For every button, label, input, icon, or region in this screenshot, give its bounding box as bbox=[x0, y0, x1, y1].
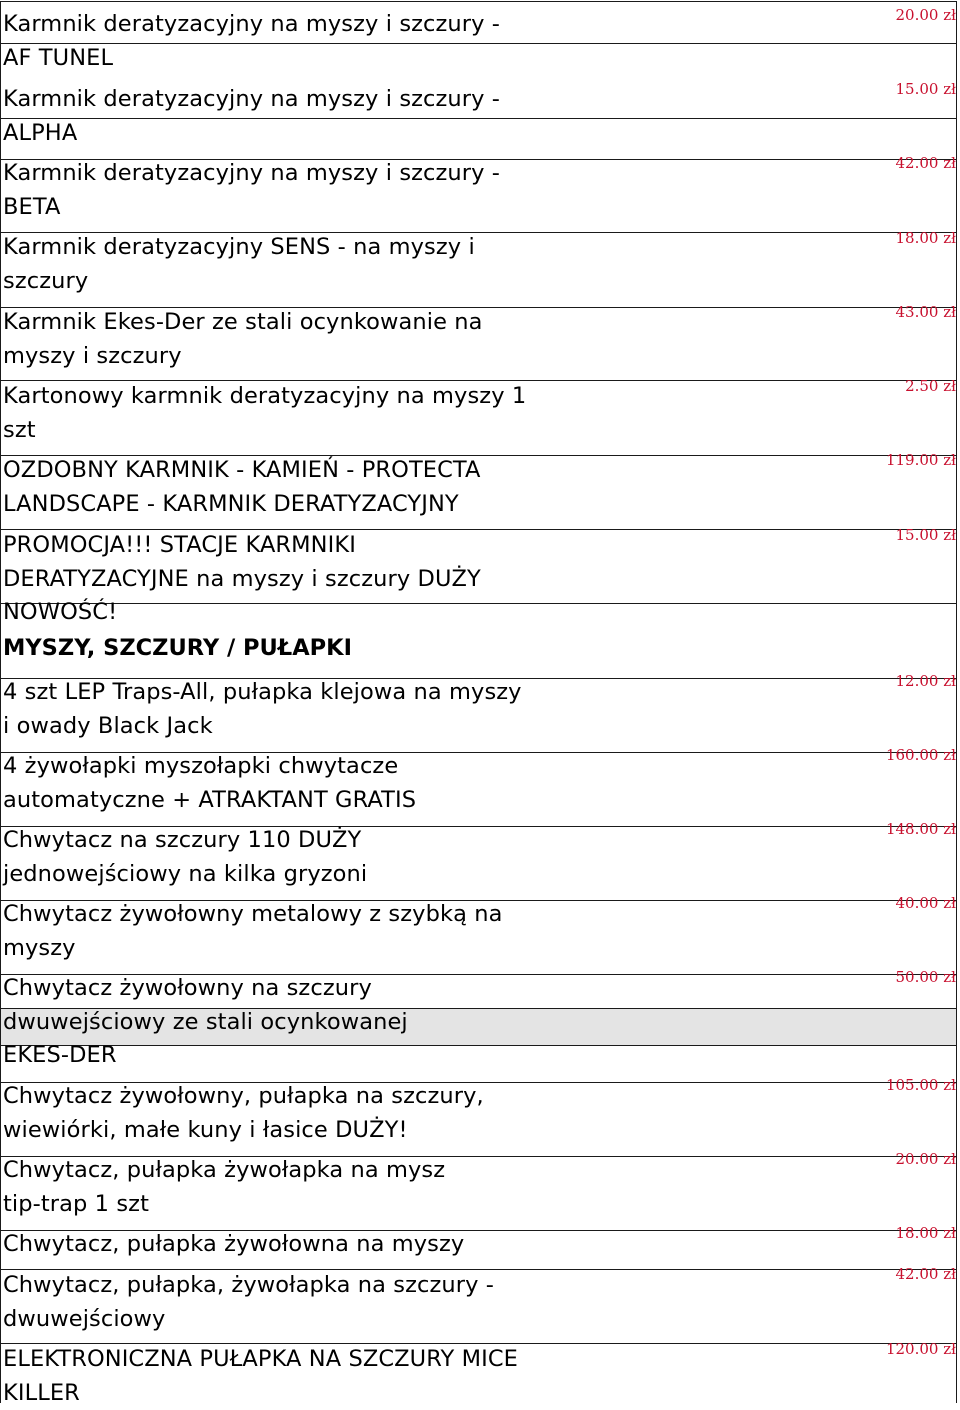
product-price: 43.00 zł bbox=[895, 303, 956, 321]
product-price: 2.50 zł bbox=[905, 377, 956, 395]
row-divider bbox=[0, 1, 956, 2]
product-name-link[interactable]: Karmnik deratyzacyjny na myszy i szczury - ALPHA bbox=[3, 86, 501, 146]
product-price: 15.00 zł bbox=[895, 526, 956, 544]
product-price: 50.00 zł bbox=[895, 968, 956, 986]
product-name-link[interactable]: Chwytacz na szczury 110 DUŻY jednowejściowy na kilka gryzoni bbox=[3, 827, 368, 887]
product-price: 160.00 zł bbox=[885, 746, 956, 764]
product-name-link[interactable]: ELEKTRONICZNA PUŁAPKA NA SZCZURY MICE KILLER bbox=[3, 1346, 519, 1406]
product-price: 20.00 zł bbox=[895, 1150, 956, 1168]
product-price: 148.00 zł bbox=[885, 820, 956, 838]
product-name-link[interactable]: Karmnik deratyzacyjny na myszy i szczury - BETA bbox=[3, 160, 501, 220]
product-name-link[interactable]: Chwytacz, pułapka żywołapka na mysz tip-trap 1 szt bbox=[3, 1157, 446, 1217]
product-name-link[interactable]: OZDOBNY KARMNIK - KAMIEŃ - PROTECTA LANDSCAPE - KARMNIK DERATYZACYJNY bbox=[3, 457, 481, 517]
product-name-link[interactable]: 4 żywołapki myszołapki chwytacze automatyczne + ATRAKTANT GRATIS bbox=[3, 753, 417, 813]
table-border bbox=[0, 1, 1, 1403]
product-price: 20.00 zł bbox=[895, 6, 956, 24]
product-price: 105.00 zł bbox=[885, 1076, 956, 1094]
product-name-link[interactable]: Chwytacz żywołowny metalowy z szybką na myszy bbox=[3, 901, 503, 961]
product-price: 18.00 zł bbox=[895, 1224, 956, 1242]
product-name-link[interactable]: 4 szt LEP Traps-All, pułapka klejowa na myszy i owady Black Jack bbox=[3, 679, 522, 739]
product-price: 120.00 zł bbox=[885, 1340, 956, 1358]
product-name-link[interactable]: Chwytacz, pułapka żywołowna na myszy bbox=[3, 1231, 465, 1257]
product-price: 42.00 zł bbox=[895, 1265, 956, 1283]
product-price: 40.00 zł bbox=[895, 894, 956, 912]
product-name-link[interactable]: Karmnik deratyzacyjny SENS - na myszy i szczury bbox=[3, 234, 475, 294]
product-name-link[interactable]: Chwytacz, pułapka, żywołapka na szczury - dwuwejściowy bbox=[3, 1272, 494, 1332]
product-name-link[interactable]: Karmnik deratyzacyjny na myszy i szczury - AF TUNEL bbox=[3, 11, 501, 71]
table-border bbox=[956, 1, 957, 1403]
product-price: 12.00 zł bbox=[895, 672, 956, 690]
category-heading[interactable]: MYSZY, SZCZURY / PUŁAPKI bbox=[3, 635, 352, 661]
product-name-link[interactable]: Kartonowy karmnik deratyzacyjny na myszy 1 szt bbox=[3, 383, 527, 443]
product-price: 18.00 zł bbox=[895, 229, 956, 247]
product-name-link[interactable]: Chwytacz żywołowny na szczury dwuwejściowy ze stali ocynkowanej EKES-DER bbox=[3, 975, 408, 1068]
product-price: 42.00 zł bbox=[895, 154, 956, 172]
product-price: 15.00 zł bbox=[895, 80, 956, 98]
product-name-link[interactable]: Chwytacz żywołowny, pułapka na szczury, wiewiórki, małe kuny i łasice DUŻY! bbox=[3, 1083, 484, 1143]
product-price: 119.00 zł bbox=[885, 451, 956, 469]
product-name-link[interactable]: Karmnik Ekes-Der ze stali ocynkowanie na myszy i szczury bbox=[3, 309, 483, 369]
product-name-link[interactable]: PROMOCJA!!! STACJE KARMNIKI DERATYZACYJNE na myszy i szczury DUŻY NOWOŚĆ! bbox=[3, 532, 481, 625]
